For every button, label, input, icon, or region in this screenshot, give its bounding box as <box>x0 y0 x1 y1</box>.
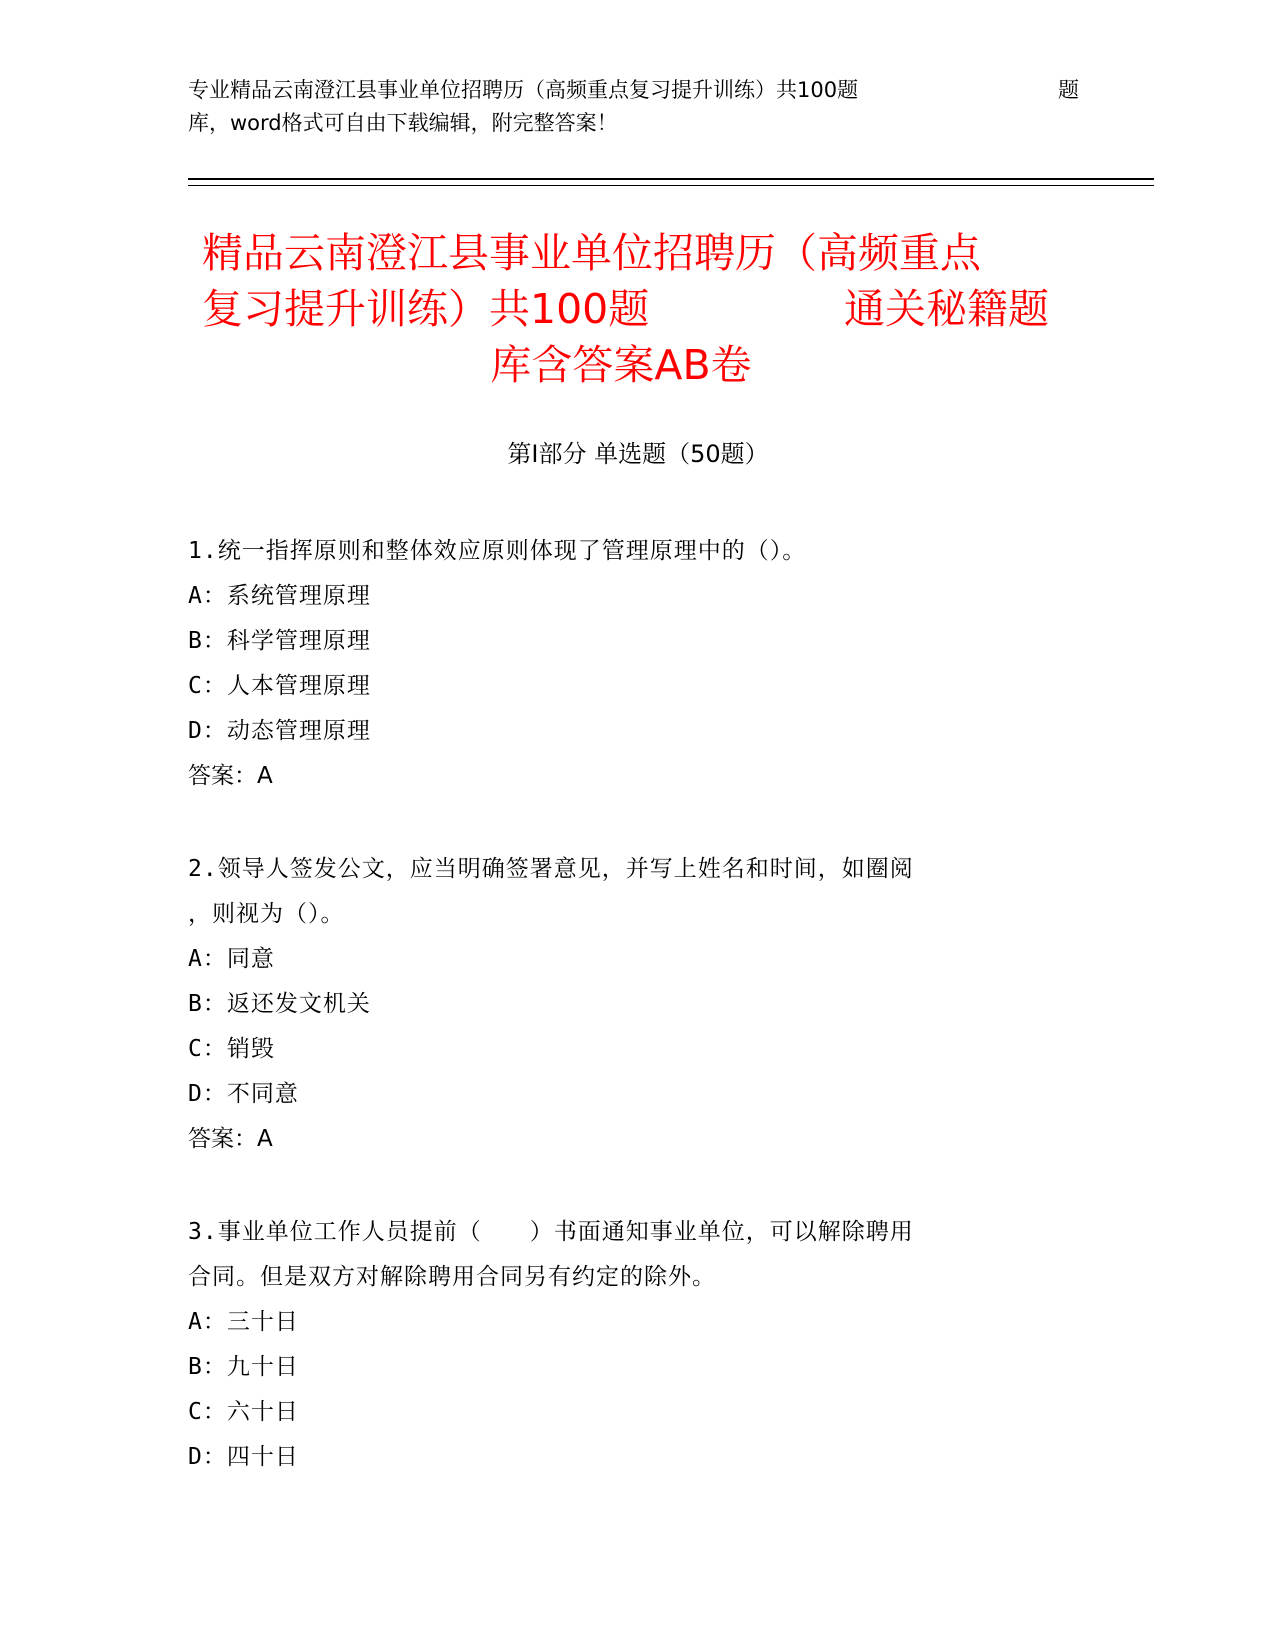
title-line-1: 精品云南澄江县事业单位招聘历（高频重点 <box>202 229 981 277</box>
question-text <box>188 529 1088 574</box>
title-line-2-left: 复习提升训练）共100题 <box>202 285 650 333</box>
question-1 <box>188 529 1088 799</box>
question-list <box>188 529 1088 1528</box>
section-title: 第Ⅰ部分 单选题（50题） <box>507 440 769 468</box>
option-c: C：销毁 <box>188 1036 275 1062</box>
header-text-left: 专业精品云南澄江县事业单位招聘历（高频重点复习提升训练）共100题 <box>188 78 859 102</box>
option-d: D：动态管理原理 <box>188 718 371 744</box>
header-divider-thin <box>188 185 1154 186</box>
option-b: B：科学管理原理 <box>188 628 371 654</box>
answer: 答案：A <box>188 1126 273 1152</box>
option-a: A：系统管理原理 <box>188 583 371 609</box>
option-d: D：不同意 <box>188 1081 299 1107</box>
title-line-3: 库含答案AB卷 <box>490 341 752 389</box>
question-text-line: 合同。但是双方对解除聘用合同另有约定的除外。 <box>188 1264 716 1290</box>
question-2 <box>188 847 1088 1162</box>
document-title <box>188 225 1088 393</box>
answer: 答案：A <box>188 763 273 789</box>
option-b: B：返还发文机关 <box>188 991 371 1017</box>
question-text <box>188 1210 1088 1300</box>
header-line-1 <box>188 74 1088 107</box>
question-text <box>188 847 1088 937</box>
option-a: A：三十日 <box>188 1309 299 1335</box>
question-text-line: 1.统一指挥原则和整体效应原则体现了管理原理中的（）。 <box>188 538 807 564</box>
option-c: C：六十日 <box>188 1399 299 1425</box>
question-text-line: ，则视为（）。 <box>188 901 345 927</box>
page-header <box>188 74 1088 140</box>
option-b: B：九十日 <box>188 1354 299 1380</box>
option-d: D：四十日 <box>188 1444 299 1470</box>
title-line-2 <box>188 281 1088 337</box>
option-a: A：同意 <box>188 946 275 972</box>
question-text-line: 3.事业单位工作人员提前（ ）书面通知事业单位，可以解除聘用 <box>188 1219 914 1245</box>
option-c: C：人本管理原理 <box>188 673 371 699</box>
header-line-2: 库，word格式可自由下载编辑，附完整答案！ <box>188 111 618 135</box>
question-text-line: 2.领导人签发公文，应当明确签署意见，并写上姓名和时间，如圈阅 <box>188 856 914 882</box>
header-divider-thick <box>188 178 1154 180</box>
title-line-2-right: 通关秘籍题 <box>844 285 1049 333</box>
question-3 <box>188 1210 1088 1480</box>
header-text-right: 题 <box>1058 78 1079 102</box>
